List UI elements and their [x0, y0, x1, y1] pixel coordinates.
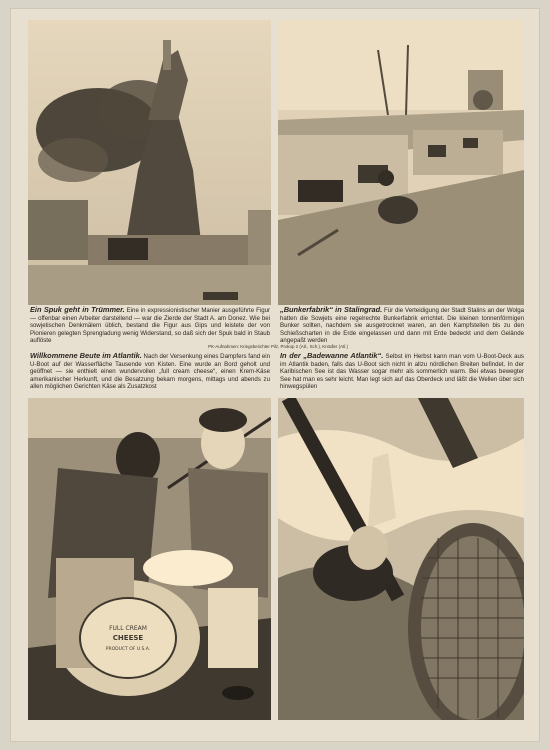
photo-deck-bathing [278, 398, 524, 720]
caption-body: Selbst im Herbst kann man vom U-Boot-Deck aus im Atlantik baden, falls das U-Boot sich nicht in allzu nördlichen Breiten befindet. In der Karibischen See ist das Wasser sogar mehr als sommerlich warm. Bei etwas bewegter See hat man es sehr leicht. Man legt sich auf das Oberdeck und läßt die Wellen über sich hinwegspülen [280, 353, 524, 391]
caption-heading: Willkommene Beute im Atlantik. [30, 351, 142, 360]
caption-cheese [30, 352, 270, 391]
cheese-label-line2: CHEESE [112, 634, 144, 642]
cheese-label-line1: FULL CREAM [109, 625, 147, 632]
photo-bunker-factory [278, 20, 524, 305]
magazine-page [10, 8, 540, 742]
caption-statue [30, 306, 270, 345]
caption-heading: „Bunkerfabrik“ in Stalingrad. [280, 305, 383, 314]
caption-heading: In der „Badewanne Atlantik“. [280, 351, 384, 360]
photo-credit: PK-Aufnahmen: Kriegsberichter Pilz, Prokop 2 (Atl., Sch.), Knödler (Atl.) [208, 344, 348, 349]
caption-body: Für die Verteidigung der Stadt Stalins an der Wolga hatten die Sowjets eine regelrechte Bunkerfabrik errichtet. Die kleinen tonnenförmigen Bunker sollten, nachdem sie ausgetrocknet waren, an den Kampfstellen bis zu den Schießscharten in die Erde eingelassen und dann mit Erde bedeckt und dem Gelände angepaßt werden [280, 307, 524, 345]
caption-body: Eine in expressionistischer Manier ausgeführte Figur — offenbar einen Arbeiter darstellend — war die Zierde der Stadt A. am Donez. Wie bei sowjetischen Denkmälern üblich, bestand die Figur aus Gips und leistete der von Pionieren gelegten Sprengladung wenig Widerstand, so daß sich der Spuk bald in Staub auflöste [30, 307, 270, 345]
cheese-label-line3: PRODUCT OF U.S.A. [105, 647, 151, 652]
caption-heading: Ein Spuk geht in Trümmer. [30, 305, 125, 314]
photo-cheese-crew [28, 398, 271, 720]
caption-bathing [280, 352, 524, 391]
photo-statue-explosion [28, 20, 271, 305]
caption-bunker [280, 306, 524, 345]
caption-body: Nach der Versenkung eines Dampfers fand ein U-Boot auf der Wasserfläche Tausende von Kisten. Eine wurde an Bord geholt und geöffnet — sie enthielt einen wundervollen „full cream cheese“, einen Krem-Käse amerikanischer Herkunft, und die Besatzung bekam morgens, mittags und abends zu allen möglichen Gerichten Käse als Zusatzkost [30, 353, 270, 391]
